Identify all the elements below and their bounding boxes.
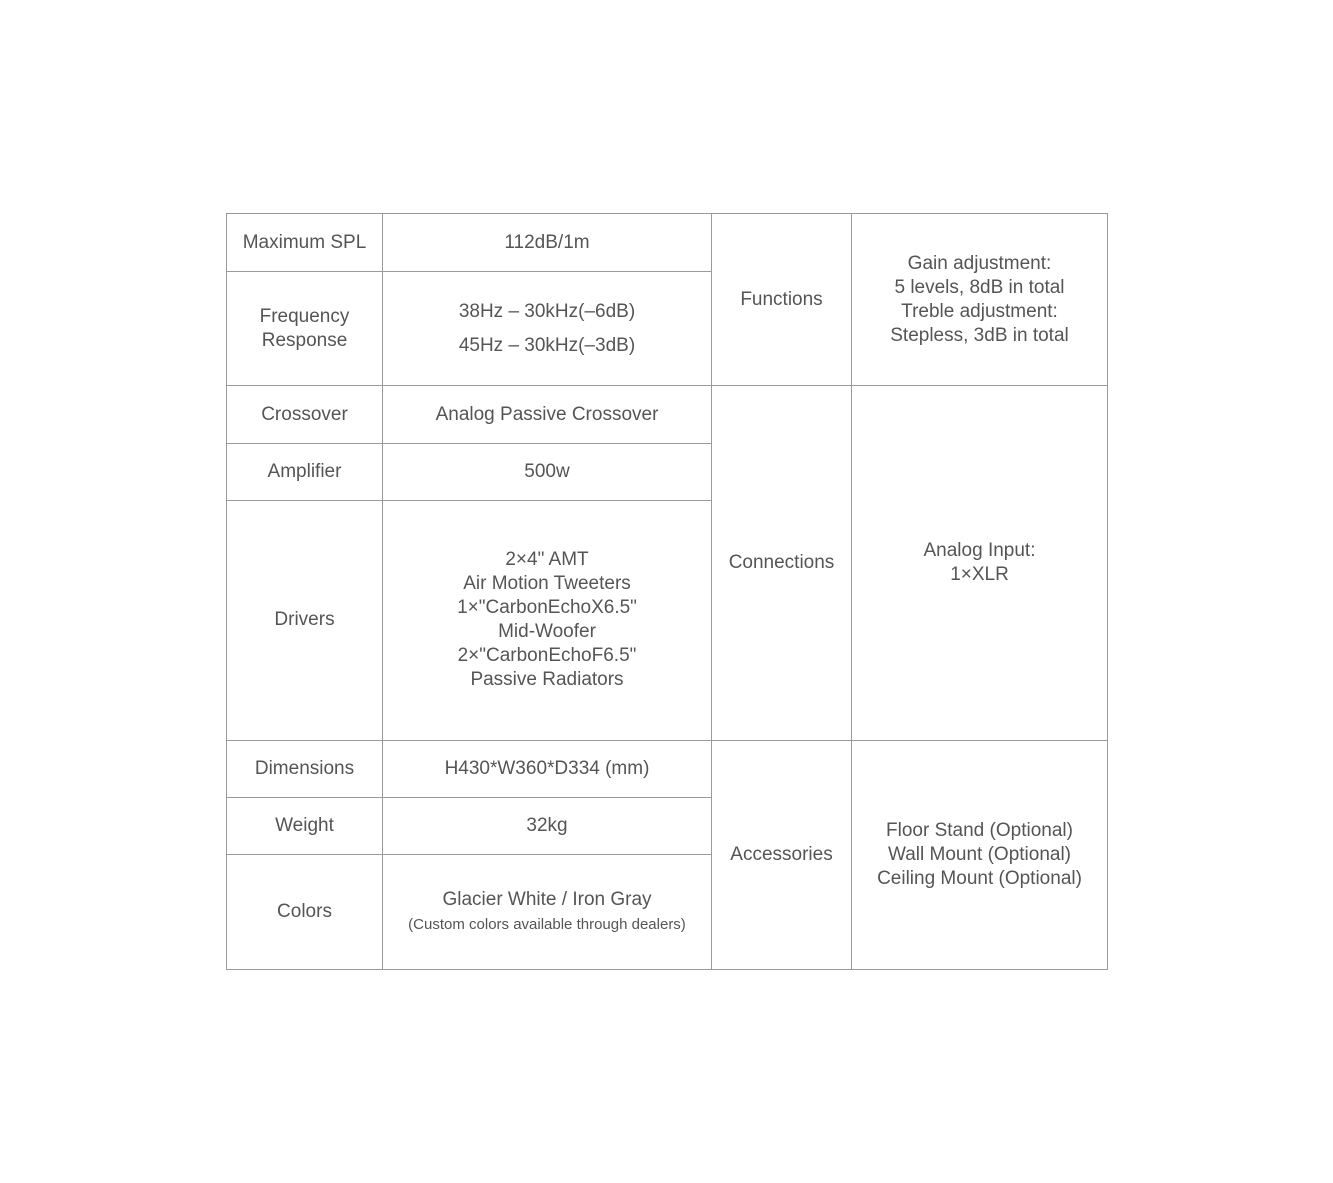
frequency-response-label-line: Response [261, 329, 348, 351]
connections-line: Analog Input: [923, 539, 1036, 561]
accessories-label: Accessories [712, 740, 852, 969]
table-row [227, 740, 1108, 797]
functions-line: Treble adjustment: [901, 300, 1058, 322]
drivers-line: Passive Radiators [470, 669, 624, 691]
colors-label: Colors [227, 854, 383, 969]
drivers-line: Air Motion Tweeters [463, 573, 631, 595]
frequency-response-line: 45Hz – 30kHz(–3dB) [458, 334, 636, 356]
drivers-line: 1×"CarbonEchoX6.5" [457, 597, 637, 619]
functions-line: Gain adjustment: [907, 252, 1052, 274]
accessories-line: Floor Stand (Optional) [886, 819, 1073, 841]
dimensions-label: Dimensions [227, 740, 383, 797]
drivers-line: Mid-Woofer [498, 621, 596, 643]
drivers-line: 2×"CarbonEchoF6.5" [457, 645, 637, 667]
table-row [227, 214, 1108, 272]
drivers-value [383, 501, 712, 740]
colors-main: Glacier White / Iron Gray [442, 888, 652, 910]
crossover-value: Analog Passive Crossover [383, 386, 712, 444]
weight-label: Weight [227, 797, 383, 854]
connections-value [852, 386, 1108, 740]
functions-label: Functions [712, 214, 852, 386]
accessories-line: Ceiling Mount (Optional) [877, 867, 1082, 889]
accessories-value [852, 740, 1108, 969]
frequency-response-value [383, 272, 712, 386]
amplifier-value: 500w [383, 444, 712, 501]
accessories-line: Wall Mount (Optional) [887, 843, 1072, 865]
functions-line: Stepless, 3dB in total [890, 324, 1069, 346]
frequency-response-label-line: Frequency [259, 305, 350, 327]
dimensions-value: H430*W360*D334 (mm) [383, 740, 712, 797]
spec-table [226, 213, 1108, 970]
crossover-label: Crossover [227, 386, 383, 444]
drivers-label: Drivers [227, 501, 383, 740]
frequency-response-line: 38Hz – 30kHz(–6dB) [458, 300, 636, 322]
weight-value: 32kg [383, 797, 712, 854]
functions-line: 5 levels, 8dB in total [894, 276, 1065, 298]
amplifier-label: Amplifier [227, 444, 383, 501]
frequency-response-label [227, 272, 383, 386]
functions-value [852, 214, 1108, 386]
drivers-line: 2×4" AMT [505, 549, 589, 571]
table-row [227, 386, 1108, 444]
max-spl-label: Maximum SPL [227, 214, 383, 272]
colors-value [383, 854, 712, 969]
connections-label: Connections [712, 386, 852, 740]
max-spl-value: 112dB/1m [383, 214, 712, 272]
colors-note: (Custom colors available through dealers) [408, 915, 686, 933]
connections-line: 1×XLR [950, 563, 1009, 585]
